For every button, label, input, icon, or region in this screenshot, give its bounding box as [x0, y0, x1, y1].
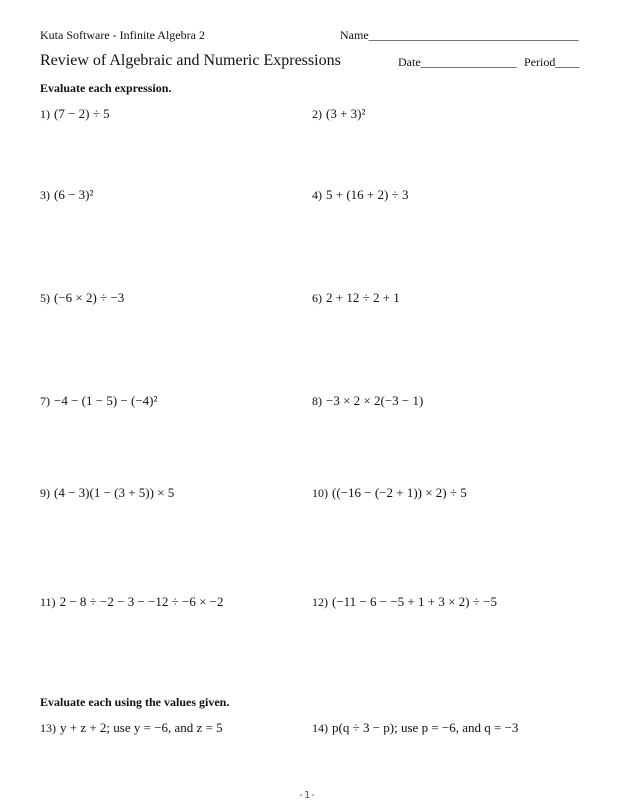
problem-5	[40, 290, 124, 306]
name-field: Name___________________________________	[340, 28, 579, 42]
problem-expression: (7 − 2) ÷ 5	[54, 106, 110, 121]
problem-10	[312, 485, 467, 501]
problem-4	[312, 187, 408, 203]
problem-expression: −4 − (1 − 5) − (−4)²	[54, 393, 158, 408]
problem-8	[312, 393, 423, 409]
problem-number: 2)	[312, 107, 322, 121]
problem-expression: p(q ÷ 3 − p); use p = −6, and q = −3	[332, 720, 519, 735]
software-label: Kuta Software - Infinite Algebra 2	[40, 28, 205, 42]
problem-expression: y + z + 2; use y = −6, and z = 5	[60, 720, 223, 735]
problem-6	[312, 290, 400, 306]
page-number: -1-	[298, 790, 317, 801]
problem-number: 5)	[40, 291, 50, 305]
problem-expression: ((−16 − (−2 + 1)) × 2) ÷ 5	[332, 485, 467, 500]
problem-expression: (4 − 3)(1 − (3 + 5)) × 5	[54, 485, 175, 500]
problem-number: 3)	[40, 188, 50, 202]
problem-number: 7)	[40, 394, 50, 408]
section-heading-values: Evaluate each using the values given.	[40, 695, 230, 709]
page-title: Review of Algebraic and Numeric Expressions	[40, 52, 341, 69]
problem-13	[40, 720, 223, 736]
problem-number: 8)	[312, 394, 322, 408]
problem-number: 14)	[312, 721, 328, 735]
problem-14	[312, 720, 518, 736]
problem-2	[312, 106, 365, 122]
problem-number: 4)	[312, 188, 322, 202]
problem-12	[312, 594, 497, 610]
problem-number: 6)	[312, 291, 322, 305]
problem-expression: 2 + 12 ÷ 2 + 1	[326, 290, 400, 305]
problem-expression: 5 + (16 + 2) ÷ 3	[326, 187, 409, 202]
problem-number: 12)	[312, 595, 328, 609]
problem-expression: (−11 − 6 − −5 + 1 + 3 × 2) ÷ −5	[332, 594, 497, 609]
problem-number: 11)	[40, 595, 56, 609]
problem-3	[40, 187, 93, 203]
problem-number: 1)	[40, 107, 50, 121]
problem-9	[40, 485, 174, 501]
problem-expression: (−6 × 2) ÷ −3	[54, 290, 125, 305]
problem-expression: 2 − 8 ÷ −2 − 3 − −12 ÷ −6 × −2	[59, 594, 224, 609]
problem-expression: (6 − 3)²	[54, 187, 94, 202]
period-field: Period____	[524, 55, 580, 69]
problem-expression: (3 + 3)²	[326, 106, 366, 121]
section-heading-evaluate: Evaluate each expression.	[40, 81, 172, 95]
problem-number: 10)	[312, 486, 328, 500]
problem-expression: −3 × 2 × 2(−3 − 1)	[326, 393, 424, 408]
problem-number: 9)	[40, 486, 50, 500]
problem-11	[40, 594, 223, 610]
problem-1	[40, 106, 110, 122]
problem-7	[40, 393, 157, 409]
date-field: Date________________	[398, 55, 517, 69]
problem-number: 13)	[40, 721, 56, 735]
